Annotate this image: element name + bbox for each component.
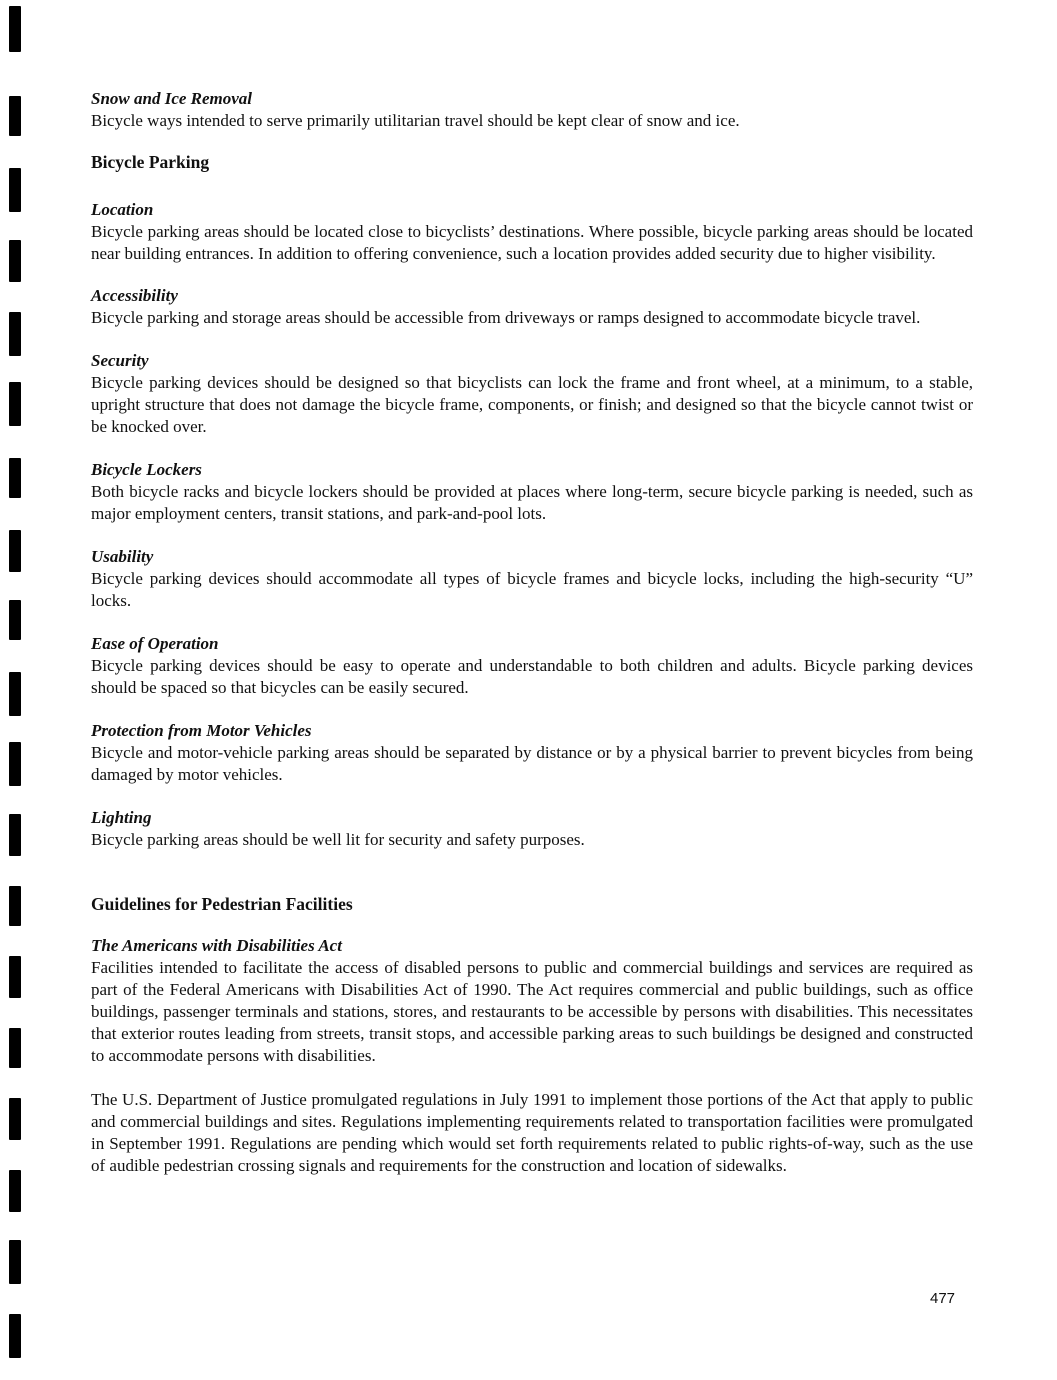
usability-heading: Usability xyxy=(91,547,154,566)
ada-heading: The Americans with Disabilities Act xyxy=(91,936,342,955)
binder-mark xyxy=(9,240,21,282)
binder-mark xyxy=(9,530,21,572)
usability-section xyxy=(91,546,973,612)
binder-mark xyxy=(9,312,21,356)
bicycle-lockers-text: Both bicycle racks and bicycle lockers should be provided at places where long-term, secure bicycle parking is needed, such as major employment centers, transit stations, and park-and-pool lots. xyxy=(91,482,973,523)
location-heading: Location xyxy=(91,200,154,219)
lighting-section xyxy=(91,807,973,851)
snow-removal-heading: Snow and Ice Removal xyxy=(91,89,253,108)
binder-mark xyxy=(9,382,21,426)
snow-removal-text: Bicycle ways intended to serve primarily utilitarian travel should be kept clear of snow and ice. xyxy=(91,111,740,130)
ease-of-operation-heading: Ease of Operation xyxy=(91,634,219,653)
security-text: Bicycle parking devices should be designed so that bicyclists can lock the frame and front wheel, at a minimum, to a stable, upright structure that does not damage the bicycle frame, components, or finish; and designed so that the bicycle cannot twist or be knocked over. xyxy=(91,373,973,436)
security-heading: Security xyxy=(91,351,149,370)
ada-paragraph-2: The U.S. Department of Justice promulgated regulations in July 1991 to implement those portions of the Act that apply to public and commercial buildings and sites. Regulations implementing requirements related to transportation facilities were promulgated in September 1991. Regulations are pending which would set forth requirements related to public rights-of-way, such as the use of audible pedestrian crossing signals and requirements for the construction and location of sidewalks. xyxy=(91,1090,973,1175)
ada-paragraph-1: Facilities intended to facilitate the access of disabled persons to public and commercial buildings and services are required as part of the Federal Americans with Disabilities Act of 1990. The Act requires commercial and public buildings, such as office buildings, passenger terminals and stations, stores, and restaurants to be accessible by persons with disabilities. This necessitates that exterior routes leading from streets, transit stops, and accessible parking areas to such buildings be designed and constructed to accommodate persons with disabilities. xyxy=(91,958,973,1065)
pedestrian-heading: Guidelines for Pedestrian Facilities xyxy=(91,894,353,914)
accessibility-section xyxy=(91,285,973,329)
ease-of-operation-text: Bicycle parking devices should be easy to operate and understandable to both children and adults. Bicycle parking devices should be spaced so that bicycles can be easily secured. xyxy=(91,656,973,697)
security-section xyxy=(91,350,973,438)
binder-mark xyxy=(9,96,21,136)
accessibility-heading: Accessibility xyxy=(91,286,178,305)
binder-mark xyxy=(9,1170,21,1212)
binder-mark xyxy=(9,1240,21,1284)
protection-heading: Protection from Motor Vehicles xyxy=(91,721,312,740)
binder-mark xyxy=(9,458,21,498)
location-section xyxy=(91,199,973,265)
bicycle-parking-heading: Bicycle Parking xyxy=(91,152,210,172)
binder-mark xyxy=(9,1314,21,1358)
usability-text: Bicycle parking devices should accommodate all types of bicycle frames and bicycle locks, including the high-security “U” locks. xyxy=(91,569,973,610)
bicycle-lockers-heading: Bicycle Lockers xyxy=(91,460,202,479)
ada-section xyxy=(91,935,973,1177)
binder-mark xyxy=(9,600,21,640)
protection-section xyxy=(91,720,973,786)
location-text: Bicycle parking areas should be located close to bicyclists’ destinations. Where possible, bicycle parking areas should be located near building entrances. In addition to offering convenience, such a location provides added security due to higher visibility. xyxy=(91,222,973,263)
lighting-text: Bicycle parking areas should be well lit for security and safety purposes. xyxy=(91,830,585,849)
binder-hole-marks xyxy=(0,0,30,1380)
document-page xyxy=(91,88,973,1177)
binder-mark xyxy=(9,6,21,52)
snow-removal-section xyxy=(91,88,973,132)
binder-mark xyxy=(9,956,21,998)
lighting-heading: Lighting xyxy=(91,808,152,827)
bicycle-parking-section xyxy=(91,151,973,851)
pedestrian-section xyxy=(91,893,973,1177)
binder-mark xyxy=(9,886,21,926)
binder-mark xyxy=(9,1098,21,1140)
page-number: 477 xyxy=(930,1290,956,1307)
ease-of-operation-section xyxy=(91,633,973,699)
binder-mark xyxy=(9,742,21,786)
binder-mark xyxy=(9,1028,21,1068)
binder-mark xyxy=(9,168,21,212)
accessibility-text: Bicycle parking and storage areas should be accessible from driveways or ramps designed to accommodate bicycle travel. xyxy=(91,308,921,327)
binder-mark xyxy=(9,814,21,856)
bicycle-lockers-section xyxy=(91,459,973,525)
binder-mark xyxy=(9,672,21,716)
protection-text: Bicycle and motor-vehicle parking areas should be separated by distance or by a physical barrier to prevent bicycles from being damaged by motor vehicles. xyxy=(91,743,973,784)
